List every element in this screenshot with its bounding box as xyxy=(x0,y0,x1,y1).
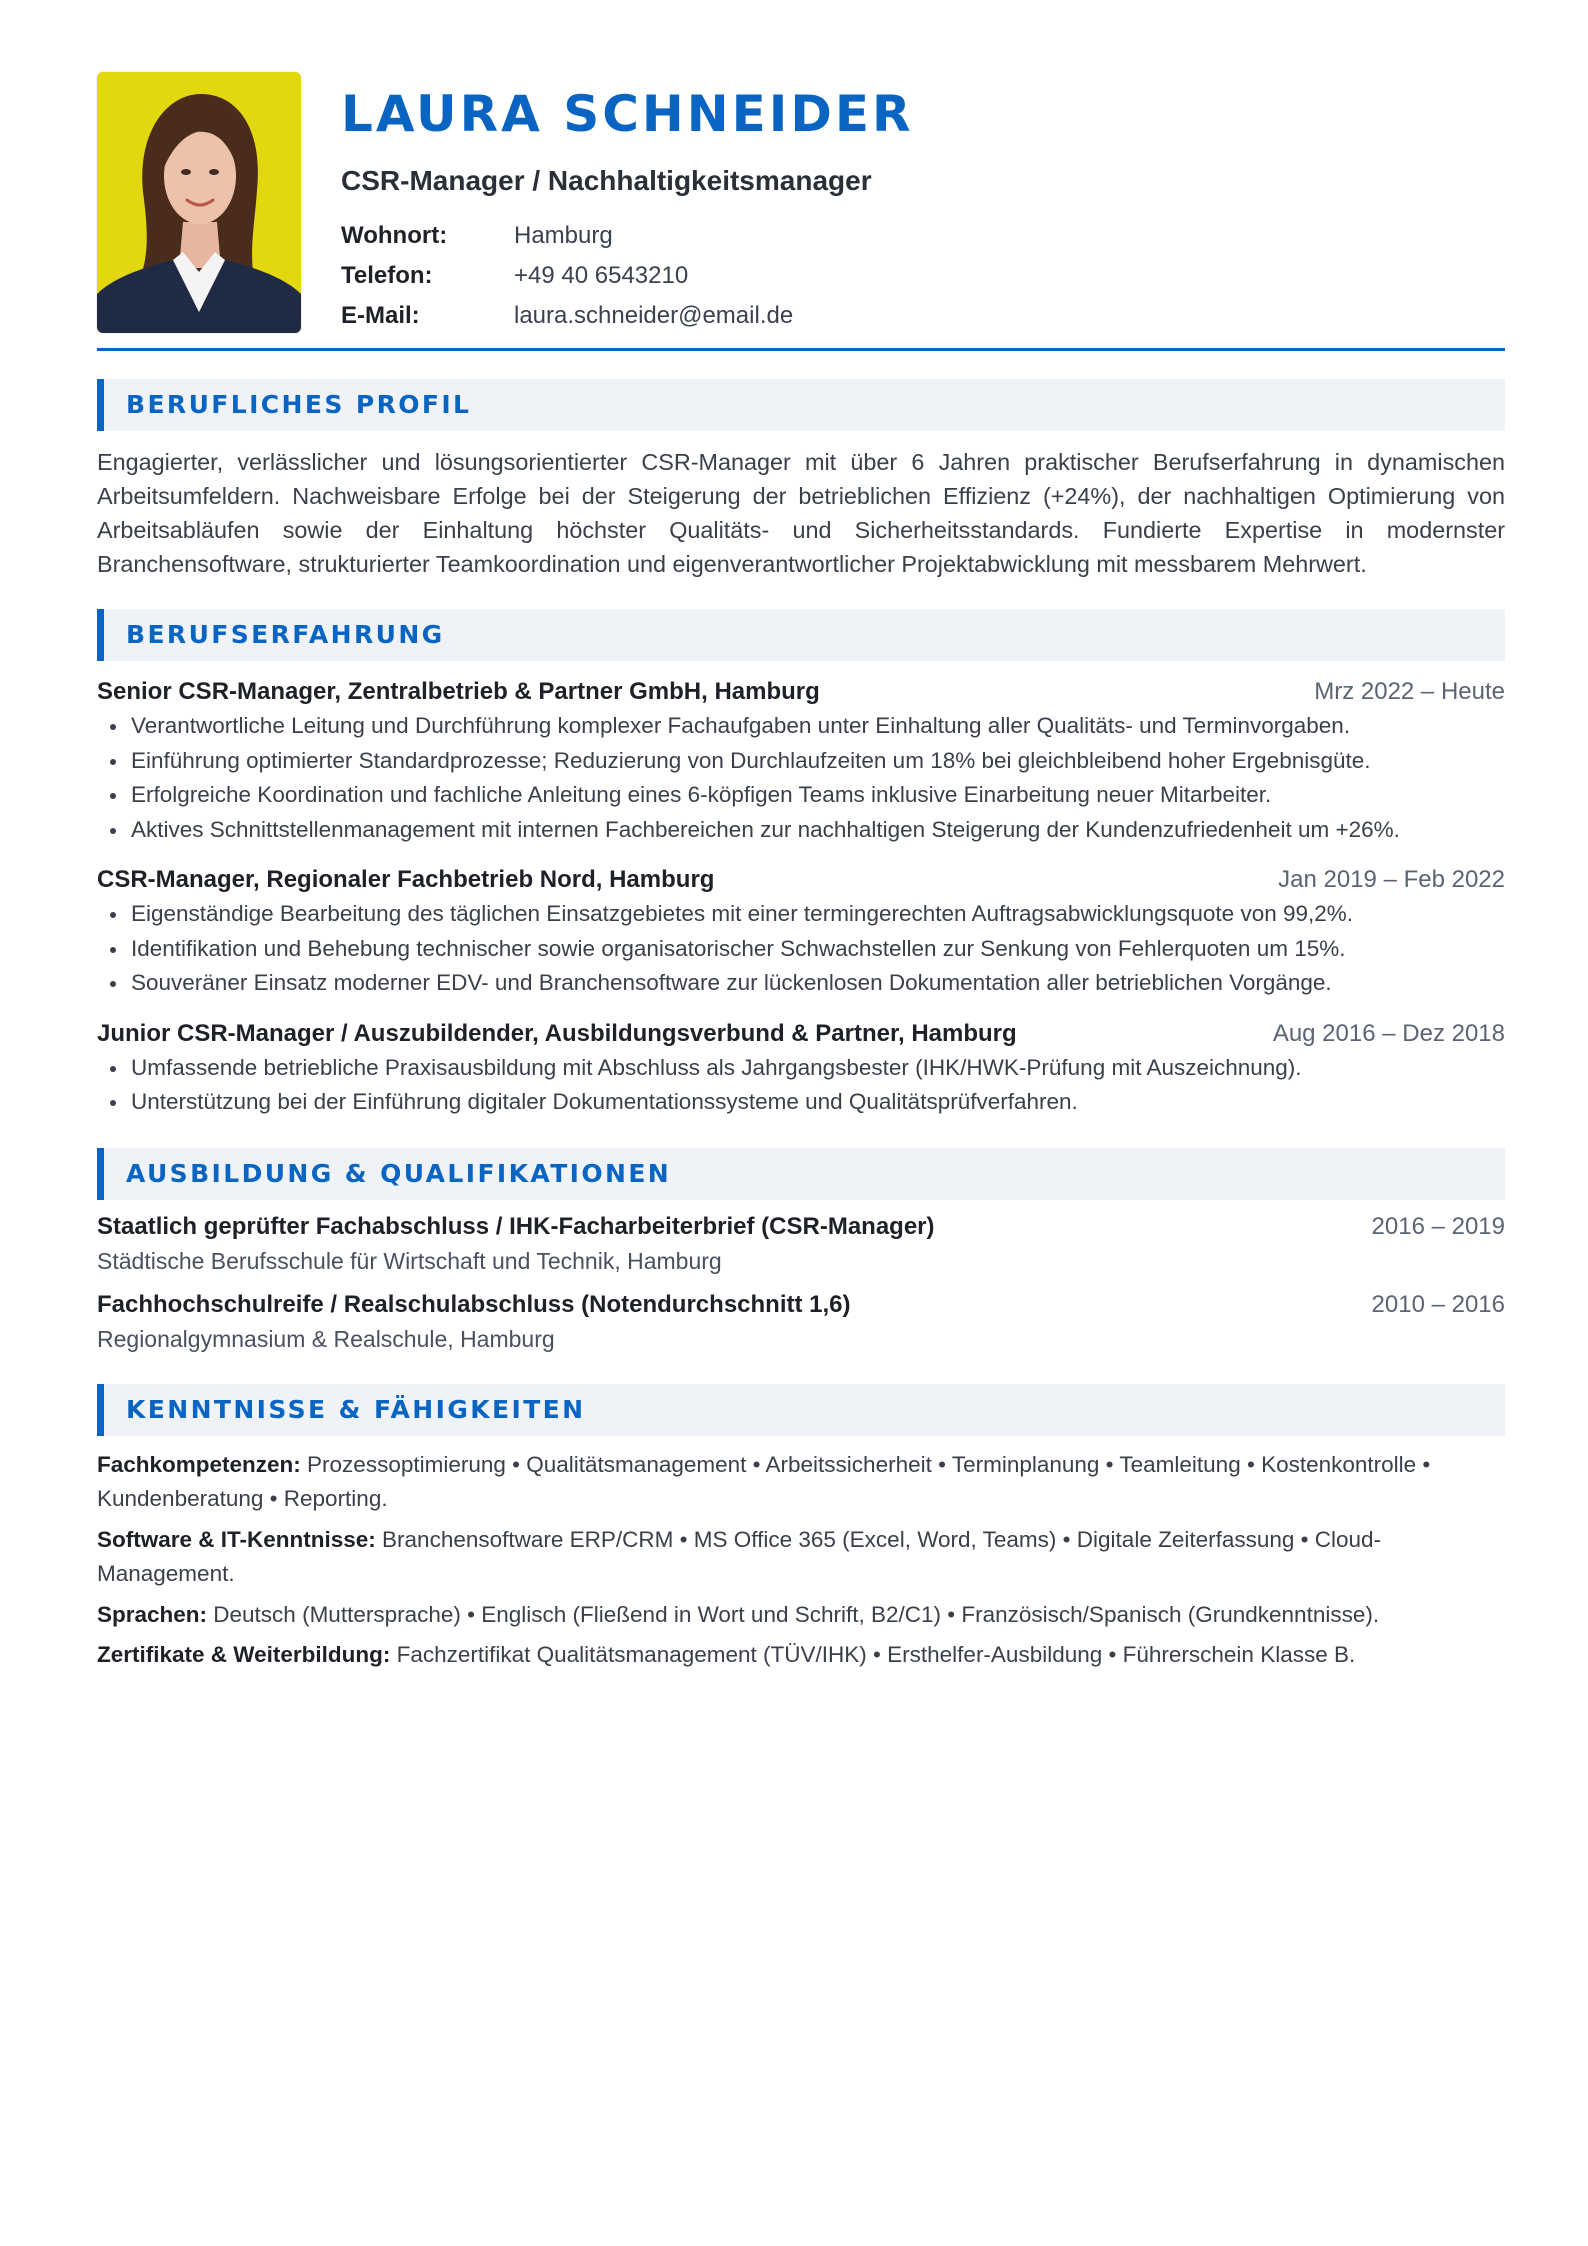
contact-label: Wohnort: xyxy=(341,222,448,249)
job-bullets xyxy=(97,1051,1505,1120)
profile-photo xyxy=(97,72,301,333)
school-name: Städtische Berufsschule für Wirtschaft und Technik, Hamburg xyxy=(97,1247,722,1274)
section-title: KENNTNISSE & FÄHIGKEITEN xyxy=(126,1394,586,1424)
contact-value-location: Hamburg xyxy=(514,222,613,249)
skill-value: Prozessoptimierung • Qualitätsmanagement • Arbeitssicherheit • Terminplanung • Teamleitung • Kostenkontrolle • Kundenberatung • Reporting. xyxy=(97,1451,1431,1511)
resume-content xyxy=(97,72,1505,1679)
job-title: CSR-Manager, Regionaler Fachbetrieb Nord, Hamburg xyxy=(97,866,715,893)
contact-label: E-Mail: xyxy=(341,302,420,329)
skill-value: Branchensoftware ERP/CRM • MS Office 365 (Excel, Word, Teams) • Digitale Zeiterfassung • Cloud-Management. xyxy=(97,1526,1382,1586)
education-entry xyxy=(97,1210,1505,1278)
contact-row-phone xyxy=(341,256,914,296)
job-date: Aug 2016 – Dez 2018 xyxy=(1272,1019,1505,1047)
job-title: Senior CSR-Manager, Zentralbetrieb & Partner GmbH, Hamburg xyxy=(97,678,820,705)
contact-value-phone: +49 40 6543210 xyxy=(514,262,689,289)
section-header-profile xyxy=(97,379,1505,431)
bullet-item: Umfassende betriebliche Praxisausbildung mit Abschluss als Jahrgangsbester (IHK/HWK-Prüfung mit Auszeichnung). xyxy=(97,1051,1505,1086)
skills-list xyxy=(97,1448,1505,1673)
contact-value-email: laura.schneider@email.de xyxy=(514,302,794,329)
section-title: BERUFSERFAHRUNG xyxy=(126,620,445,649)
skill-row xyxy=(97,1638,1505,1673)
experience-entry-header xyxy=(97,675,1505,709)
contact-list xyxy=(341,216,914,336)
degree-title: Staatlich geprüfter Fachabschluss / IHK-Facharbeiterbrief (CSR-Manager) xyxy=(97,1212,935,1240)
experience-entry-header xyxy=(97,863,1505,897)
experience-entry xyxy=(97,1017,1505,1120)
bullet-item: Aktives Schnittstellenmanagement mit internen Fachbereichen zur nachhaltigen Steigerung der Kundenzufriedenheit um +26%. xyxy=(97,813,1505,848)
education-date: 2010 – 2016 xyxy=(1371,1290,1505,1318)
section-title: BERUFLICHES PROFIL xyxy=(126,390,472,419)
experience-entry-header xyxy=(97,1017,1505,1051)
skill-label: Software & IT-Kenntnisse: xyxy=(97,1526,383,1552)
section-header-experience xyxy=(97,609,1505,661)
skill-value: Fachzertifikat Qualitätsmanagement (TÜV/IHK) • Ersthelfer-Ausbildung • Führerschein Klasse B. xyxy=(396,1642,1356,1667)
job-date: Jan 2019 – Feb 2022 xyxy=(1278,866,1505,893)
education-entry xyxy=(97,1288,1505,1356)
section-title: AUSBILDUNG & QUALIFIKATIONEN xyxy=(126,1158,672,1188)
education-entry-header xyxy=(97,1210,1505,1244)
job-title: Junior CSR-Manager / Auszubildender, Ausbildungsverbund & Partner, Hamburg xyxy=(97,1019,1017,1047)
candidate-name: LAURA SCHNEIDER xyxy=(341,85,914,143)
school-name: Regionalgymnasium & Realschule, Hamburg xyxy=(97,1325,555,1352)
header-divider xyxy=(97,348,1505,351)
degree-title: Fachhochschulreife / Realschulabschluss (Notendurchschnitt 1,6) xyxy=(97,1290,851,1318)
experience-entry xyxy=(97,675,1505,847)
contact-row-location xyxy=(341,216,914,256)
section-header-skills xyxy=(97,1384,1505,1436)
skill-label: Fachkompetenzen: xyxy=(97,1451,308,1477)
section-header-education xyxy=(97,1148,1505,1200)
contact-label: Telefon: xyxy=(341,262,433,289)
education-date: 2016 – 2019 xyxy=(1371,1212,1505,1240)
bullet-item: Einführung optimierter Standardprozesse; Reduzierung von Durchlaufzeiten um 18% bei gleichbleibend hoher Ergebnisgüte. xyxy=(97,744,1505,779)
header-info xyxy=(341,72,914,336)
bullet-item: Souveräner Einsatz moderner EDV- und Branchensoftware zur lückenlosen Dokumentation aller betrieblichen Vorgänge. xyxy=(97,966,1505,1001)
resume-header xyxy=(97,72,1505,334)
job-bullets xyxy=(97,897,1505,1001)
bullet-item: Eigenständige Bearbeitung des täglichen Einsatzgebietes mit einer termingerechten Auftragsabwicklungsquote von 99,2%. xyxy=(97,897,1505,932)
contact-row-email xyxy=(341,296,914,336)
candidate-job-title: CSR-Manager / Nachhaltigkeitsmanager xyxy=(341,165,872,196)
skill-row xyxy=(97,1523,1505,1592)
job-date: Mrz 2022 – Heute xyxy=(1314,678,1505,705)
education-list xyxy=(97,1210,1505,1356)
bullet-item: Erfolgreiche Koordination und fachliche Anleitung eines 6-köpfigen Teams inklusive Einarbeitung neuer Mitarbeiter. xyxy=(97,778,1505,813)
bullet-item: Identifikation und Behebung technischer sowie organisatorischer Schwachstellen zur Senkung von Fehlerquoten um 15%. xyxy=(97,932,1505,967)
bullet-item: Verantwortliche Leitung und Durchführung komplexer Fachaufgaben unter Einhaltung aller Qualitäts- und Terminvorgaben. xyxy=(97,709,1505,744)
profile-summary: Engagierter, verlässlicher und lösungsorientierter CSR-Manager mit über 6 Jahren praktischer Berufserfahrung in dynamischen Arbeitsumfeldern. Nachweisbare Erfolge bei der Steigerung der betrieblichen Effizienz (+24%), der nachhaltigen Optimierung von Arbeitsabläufen sowie der Einhaltung höchster Qualitäts- und Sicherheitsstandards. Fundierte Expertise in modernster Branchensoftware, strukturierter Teamkoordination und eigenverantwortlicher Projektabwicklung mit messbarem Mehrwert. xyxy=(97,449,1505,577)
skill-label: Zertifikate & Weiterbildung: xyxy=(97,1642,397,1667)
skill-row xyxy=(97,1448,1505,1517)
experience-entry xyxy=(97,863,1505,1001)
experience-list xyxy=(97,675,1505,1120)
skill-row xyxy=(97,1598,1505,1633)
skill-value: Deutsch (Muttersprache) • Englisch (Fließend in Wort und Schrift, B2/C1) • Französisch/Spanisch (Grundkenntnisse). xyxy=(213,1601,1380,1627)
job-bullets xyxy=(97,709,1505,847)
skill-label: Sprachen: xyxy=(97,1601,214,1627)
bullet-item: Unterstützung bei der Einführung digitaler Dokumentationssysteme und Qualitätsprüfverfahren. xyxy=(97,1085,1505,1120)
education-entry-header xyxy=(97,1288,1505,1322)
